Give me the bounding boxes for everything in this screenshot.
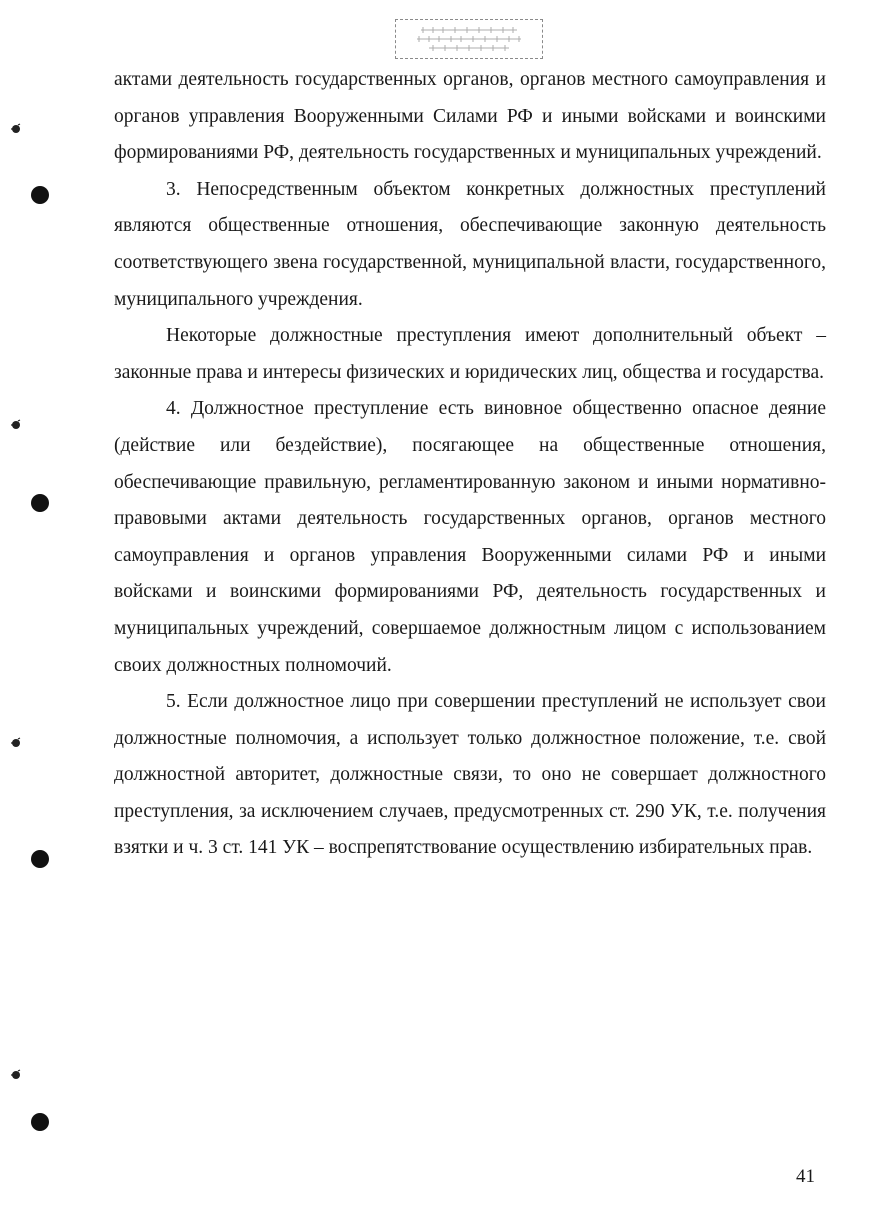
library-stamp	[395, 19, 543, 59]
punch-hole-icon	[31, 186, 49, 204]
punch-hole-icon	[31, 850, 49, 868]
paragraph: 4. Должностное преступление есть виновное общественно опасное деяние (действие или бездействие), посягающее на общественные отношения, обеспечивающие правильную, регламентированную законом и иными нормативно-правовыми актами деятельность государственных органов, органов местного самоуправления и органов управления Вооруженными силами РФ и иными войсками и воинскими формированиями РФ, деятельность государственных и муниципальных учреждений, совершаемое должностным лицом с использованием своих должностных полномочий.	[114, 398, 826, 676]
binding-mark-icon	[10, 1068, 22, 1080]
paragraph: актами деятельность государственных органов, органов местного самоуправления и органов управления Вооруженными Силами РФ и иными войсками и воинскими формированиями РФ, деятельность государственных и муниципальных учреждений.	[114, 69, 826, 164]
page-number: 41	[796, 1166, 815, 1187]
body-text	[114, 62, 826, 867]
punch-hole-icon	[31, 1113, 49, 1131]
paragraph: 3. Непосредственным объектом конкретных должностных преступлений являются общественные отношения, обеспечивающие законную деятельность соответствующего звена государственной, муниципальной власти, государственного, муниципального учреждения.	[114, 178, 826, 310]
paragraph: 5. Если должностное лицо при совершении преступлений не использует свои должностные полномочия, а использует только должностное положение, т.е. свой должностной авторитет, должностные связи, то оно не совершает должностного преступления, за исключением случаев, предусмотренных ст. 290 УК, т.е. получения взятки и ч. 3 ст. 141 УК – воспрепятствование осуществлению избирательных прав.	[114, 691, 826, 859]
binding-mark-icon	[10, 418, 22, 430]
binding-mark-icon	[10, 122, 22, 134]
paragraph: Некоторые должностные преступления имеют дополнительный объект – законные права и интересы физических и юридических лиц, общества и государства.	[114, 325, 826, 383]
binding-mark-icon	[10, 736, 22, 748]
library-stamp-icon	[399, 22, 539, 56]
punch-hole-icon	[31, 494, 49, 512]
